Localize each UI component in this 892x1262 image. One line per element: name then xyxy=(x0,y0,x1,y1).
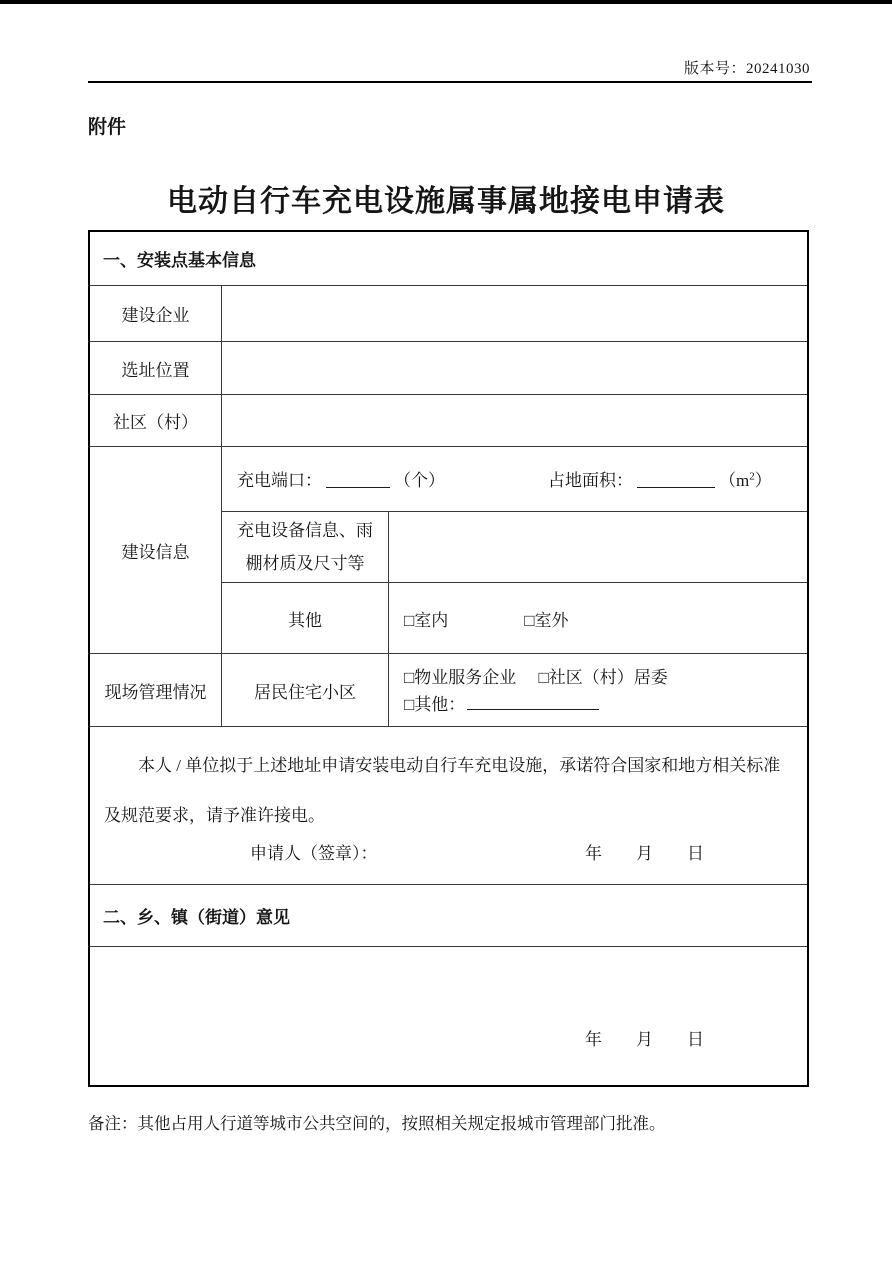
application-form-table xyxy=(88,230,809,1087)
footer-note: 备注：其他占用人行道等城市公共空间的，按照相关规定报城市管理部门批准。 xyxy=(88,1114,666,1133)
ports-area-row xyxy=(222,447,807,512)
page-title: 电动自行车充电设施属事属地接电申请表 xyxy=(167,185,725,218)
outdoor-checkbox-option: □室外 xyxy=(524,610,569,630)
management-other-blank-underline xyxy=(467,691,599,710)
construction-info-label: 建设信息 xyxy=(90,447,222,653)
other-options-cell xyxy=(389,583,807,653)
scan-top-edge xyxy=(0,0,892,4)
management-options-line2 xyxy=(404,691,668,718)
table-row xyxy=(90,286,807,342)
management-label: 现场管理情况 xyxy=(90,654,222,726)
indoor-checkbox-option: □室内 xyxy=(404,610,449,630)
version-number: 版本号：20241030 xyxy=(683,61,810,77)
header-rule xyxy=(88,81,812,83)
declaration-block xyxy=(90,727,807,885)
ports-blank-underline xyxy=(326,469,390,488)
opinion-block xyxy=(90,947,807,1089)
section2-header xyxy=(90,885,807,947)
other-row xyxy=(222,583,807,653)
area-label: 占地面积： xyxy=(548,471,633,491)
management-other-checkbox-option: □其他： xyxy=(404,695,466,714)
equipment-value-cell xyxy=(389,512,807,583)
property-checkbox-option: □物业服务企业 xyxy=(404,668,517,687)
enterprise-value-cell xyxy=(222,286,807,341)
community-label: 社区（村） xyxy=(90,395,222,446)
ports-label: 充电端口： xyxy=(237,471,322,491)
community-value-cell xyxy=(222,395,807,446)
section1-header xyxy=(90,232,807,286)
equipment-row xyxy=(222,512,807,584)
management-options-line1 xyxy=(404,664,668,691)
enterprise-label: 建设企业 xyxy=(90,286,222,341)
applicant-signature-label: 申请人（签章）： xyxy=(250,844,378,863)
attachment-label: 附件 xyxy=(88,117,127,138)
table-row xyxy=(90,342,807,395)
location-label: 选址位置 xyxy=(90,342,222,394)
management-row xyxy=(90,654,807,727)
ports-unit: （个） xyxy=(394,471,445,491)
management-options-cell xyxy=(389,654,807,726)
area-blank-underline xyxy=(637,469,715,488)
opinion-date-label: 年 月 日 xyxy=(585,1030,704,1049)
section1-title: 一、安装点基本信息 xyxy=(103,251,256,270)
declaration-text: 本人 / 单位拟于上述地址申请安装电动自行车充电设施，承诺符合国家和地方相关标准及规范要求，请予准许接电。 xyxy=(104,756,781,825)
declaration-date-label: 年 月 日 xyxy=(585,844,704,863)
equipment-label: 充电设备信息、雨棚材质及尺寸等 xyxy=(237,521,373,574)
other-label: 其他 xyxy=(222,583,389,653)
construction-info-group xyxy=(90,447,807,654)
committee-checkbox-option: □社区（村）居委 xyxy=(538,668,668,687)
section2-title: 二、乡、镇（街道）意见 xyxy=(103,908,290,927)
area-unit: $(m^2)$ xyxy=(719,470,772,491)
location-value-cell xyxy=(222,342,807,394)
table-row xyxy=(90,395,807,447)
residential-label: 居民住宅小区 xyxy=(222,654,389,726)
equipment-label-cell xyxy=(222,512,389,583)
